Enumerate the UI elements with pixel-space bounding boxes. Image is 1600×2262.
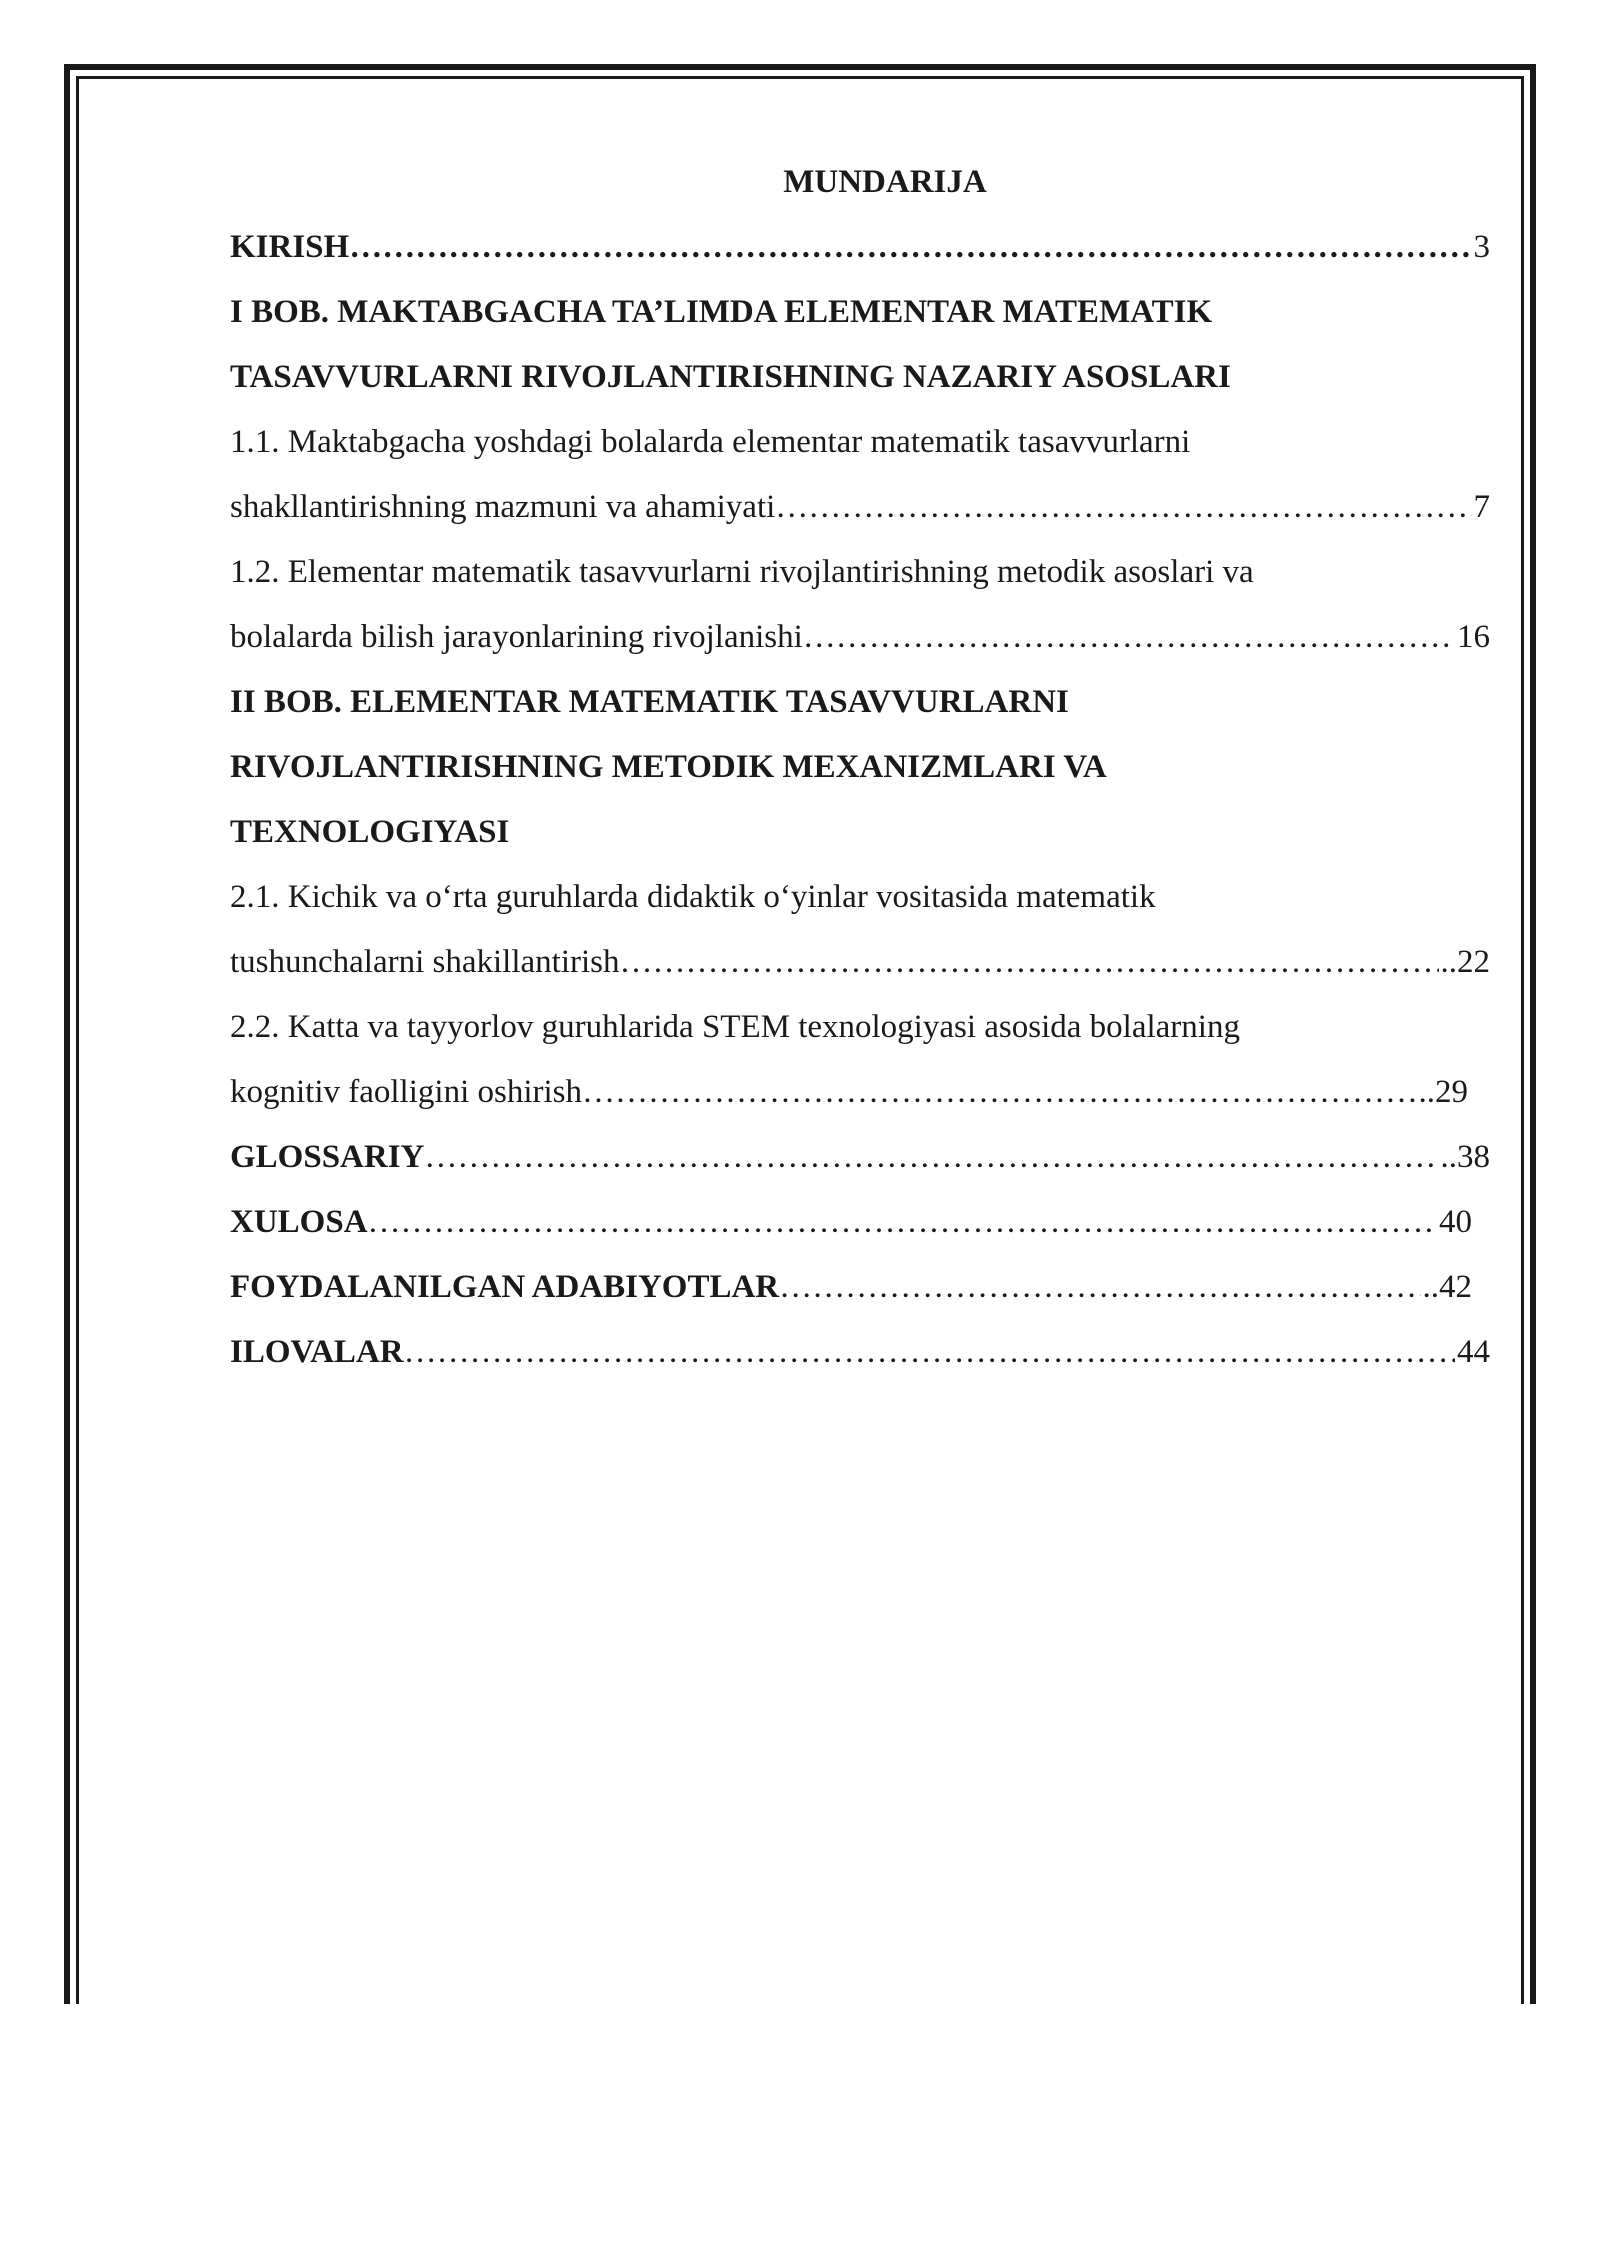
toc-chapter-2-line-2[interactable]: RIVOJLANTIRISHNING METODIK MEXANIZMLARI VA [230, 749, 1107, 785]
toc-entry-kirish[interactable] [230, 215, 1490, 280]
toc-entry-label: FOYDALANILGAN ADABIYOTLAR [230, 1269, 780, 1305]
toc-section-2-2-line-1[interactable]: 2.2. Katta va tayyorlov guruhlarida STEM texnologiyasi asosida bolalarning [230, 1009, 1240, 1045]
table-of-contents [230, 150, 1490, 1385]
toc-chapter-1-line-1[interactable]: I BOB. MAKTABGACHA TA’LIMDA ELEMENTAR MATEMATIK [230, 294, 1213, 330]
toc-entry-ilovalar[interactable] [230, 1320, 1490, 1385]
toc-page-number: 44 [1457, 1334, 1490, 1370]
toc-entry-glossariy[interactable] [230, 1125, 1490, 1190]
toc-entry-section-1-2[interactable] [230, 605, 1490, 670]
toc-entry-section-2-1[interactable] [230, 930, 1490, 995]
dot-leader [424, 1125, 1438, 1190]
toc-entry-label: ILOVALAR [230, 1334, 404, 1370]
dot-leader [803, 605, 1455, 670]
toc-entry-adabiyotlar[interactable] [230, 1255, 1472, 1320]
toc-entry-label: bolalarda bilish jarayonlarining rivojlanishi [230, 619, 803, 655]
toc-entry-label: kognitiv faolligini oshirish [230, 1074, 582, 1110]
toc-entry-label: KIRISH [230, 229, 350, 265]
toc-chapter-1-line-2[interactable]: TASAVVURLARNI RIVOJLANTIRISHNING NAZARIY ASOSLARI [230, 359, 1231, 395]
toc-page-number: 16 [1457, 619, 1490, 655]
toc-entry-section-2-2[interactable] [230, 1060, 1468, 1125]
toc-entry-label: XULOSA [230, 1204, 368, 1240]
toc-entry-section-1-1[interactable] [230, 475, 1490, 540]
toc-page-number: ..29 [1418, 1074, 1468, 1110]
dot-leader [775, 475, 1471, 540]
dot-leader [368, 1190, 1437, 1255]
dot-leader [404, 1320, 1455, 1385]
toc-page-number: ..42 [1422, 1269, 1472, 1305]
toc-entry-label: shakllantirishning mazmuni va ahamiyati [230, 489, 776, 525]
toc-page-number: 7 [1473, 489, 1490, 525]
toc-entry-xulosa[interactable] [230, 1190, 1472, 1255]
toc-title: MUNDARIJA [783, 164, 987, 200]
toc-section-1-1-line-1[interactable]: 1.1. Maktabgacha yoshdagi bolalarda elementar matematik tasavvurlarni [230, 424, 1191, 460]
dot-leader [620, 930, 1439, 995]
toc-page-number: ..22 [1440, 944, 1490, 980]
toc-page-number: 3 [1473, 229, 1490, 265]
toc-page-number: 40 [1439, 1204, 1472, 1240]
toc-entry-label: GLOSSARIY [230, 1139, 425, 1175]
toc-page-number: ..38 [1440, 1139, 1490, 1175]
toc-chapter-2-line-3[interactable]: TEXNOLOGIYASI [230, 814, 510, 850]
toc-entry-label: tushunchalarni shakillantirish [230, 944, 620, 980]
dot-leader [779, 1255, 1420, 1320]
dot-leader [349, 215, 1471, 280]
dot-leader [582, 1060, 1417, 1125]
toc-chapter-2-line-1[interactable]: II BOB. ELEMENTAR MATEMATIK TASAVVURLARNI [230, 684, 1069, 720]
toc-section-2-1-line-1[interactable]: 2.1. Kichik va o‘rta guruhlarda didaktik o‘yinlar vositasida matematik [230, 879, 1156, 915]
toc-section-1-2-line-1[interactable]: 1.2. Elementar matematik tasavvurlarni rivojlantirishning metodik asoslari va [230, 554, 1254, 590]
